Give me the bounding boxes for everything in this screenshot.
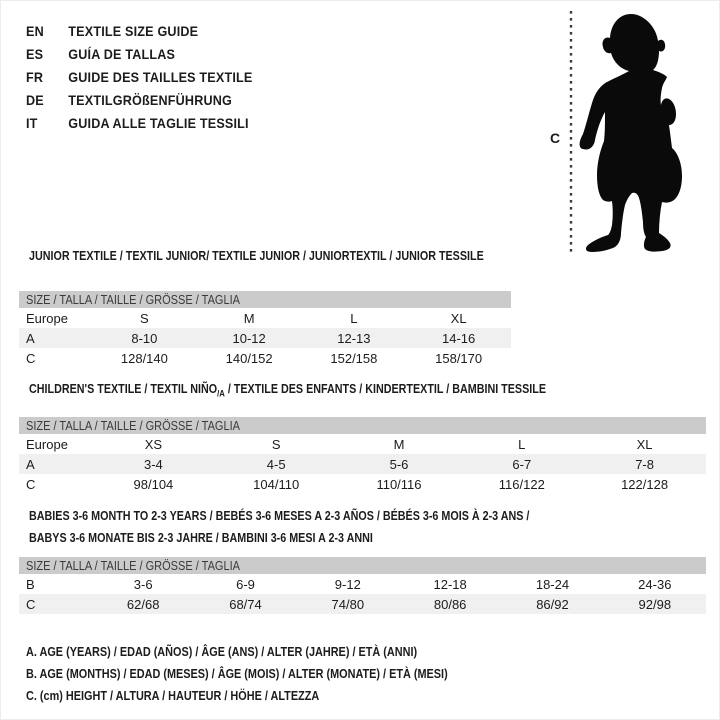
legend-item-b: B. AGE (MONTHS) / EDAD (MESES) / ÂGE (MOIS) / ALTER (MONATE) / ETÀ (MESI) bbox=[26, 667, 448, 681]
children-title-part1: CHILDREN'S TEXTILE / TEXTIL NIÑO bbox=[29, 382, 218, 396]
size-cell: 110/116 bbox=[376, 476, 422, 492]
size-cell: M bbox=[393, 436, 405, 452]
children-size-table bbox=[19, 417, 706, 494]
language-row-de bbox=[26, 88, 314, 111]
table-row bbox=[19, 594, 706, 614]
legend-item-a: A. AGE (YEARS) / EDAD (AÑOS) / ÂGE (ANS) / ALTER (JAHRE) / ETÀ (ANNI) bbox=[26, 645, 418, 659]
size-cell: XL bbox=[636, 436, 653, 452]
babies-size-table bbox=[19, 557, 706, 614]
language-label: GUIDA ALLE TAGLIE TESSILI bbox=[68, 114, 249, 131]
size-cell: 7-8 bbox=[635, 456, 654, 472]
size-cell: 18-24 bbox=[535, 576, 570, 592]
junior-size-header-text: SIZE / TALLA / TAILLE / GRÖSSE / TAGLIA bbox=[26, 292, 240, 307]
row-label: Europe bbox=[26, 436, 68, 452]
size-cell: 122/128 bbox=[621, 476, 669, 492]
size-cell: 24-36 bbox=[638, 576, 672, 592]
table-row bbox=[19, 348, 511, 368]
children-table-title bbox=[29, 382, 546, 399]
children-title-part2: / TEXTILE DES ENFANTS / KINDERTEXTIL / BAMBINI TESSILE bbox=[224, 382, 546, 396]
size-cell: 68/74 bbox=[229, 596, 262, 612]
language-code: FR bbox=[26, 68, 44, 85]
size-cell: 6-9 bbox=[236, 576, 255, 592]
language-row-fr bbox=[26, 65, 314, 88]
language-label: TEXTILE SIZE GUIDE bbox=[68, 22, 199, 39]
size-cell: 92/98 bbox=[638, 596, 672, 612]
language-code: ES bbox=[26, 45, 44, 62]
size-cell: 6-7 bbox=[512, 456, 532, 472]
size-cell: M bbox=[243, 310, 255, 326]
language-row-en bbox=[26, 19, 314, 42]
size-cell: 74/80 bbox=[331, 596, 365, 612]
size-cell: 5-6 bbox=[389, 456, 409, 472]
row-label: B bbox=[26, 576, 35, 592]
size-cell: 3-6 bbox=[133, 576, 153, 592]
row-label: Europe bbox=[26, 310, 68, 326]
language-label: GUÍA DE TALLAS bbox=[68, 45, 176, 62]
row-label: C bbox=[26, 596, 36, 612]
height-marker-label: C bbox=[550, 130, 561, 146]
size-cell: 80/86 bbox=[433, 596, 467, 612]
babies-size-header-text: SIZE / TALLA / TAILLE / GRÖSSE / TAGLIA bbox=[26, 558, 240, 573]
size-cell: 104/110 bbox=[253, 476, 300, 492]
size-cell: 14-16 bbox=[442, 330, 476, 346]
size-cell: 98/104 bbox=[133, 476, 174, 492]
size-cell: 3-4 bbox=[144, 456, 163, 472]
size-cell: XS bbox=[144, 436, 163, 452]
size-cell: 9-12 bbox=[334, 576, 361, 592]
language-list bbox=[26, 19, 346, 134]
size-cell: 152/158 bbox=[330, 350, 378, 366]
table-row bbox=[19, 434, 706, 454]
junior-size-table bbox=[19, 291, 511, 368]
children-title-sub: /A bbox=[217, 388, 225, 399]
size-cell: 8-10 bbox=[131, 330, 158, 346]
size-cell: L bbox=[350, 310, 358, 326]
table-row bbox=[19, 574, 706, 594]
table-row bbox=[19, 454, 706, 474]
size-cell: XL bbox=[450, 310, 467, 326]
junior-size-header-bar bbox=[19, 291, 511, 308]
language-row-it bbox=[26, 111, 314, 134]
size-cell: 62/68 bbox=[126, 596, 160, 612]
size-cell: 10-12 bbox=[232, 330, 266, 346]
legend bbox=[26, 641, 511, 707]
babies-size-header-bar bbox=[19, 557, 706, 574]
language-row-es bbox=[26, 42, 314, 65]
row-label: A bbox=[26, 330, 35, 346]
children-size-header-text: SIZE / TALLA / TAILLE / GRÖSSE / TAGLIA bbox=[26, 418, 240, 433]
table-row bbox=[19, 328, 511, 348]
row-label: C bbox=[26, 476, 36, 492]
babies-table-title-line1: BABIES 3-6 MONTH TO 2-3 YEARS / BEBÉS 3-6 MESES A 2-3 AÑOS / BÉBÉS 3-6 MOIS À 2-3 ANS / bbox=[29, 509, 530, 523]
language-label: GUIDE DES TAILLES TEXTILE bbox=[68, 68, 253, 85]
size-cell: 12-18 bbox=[433, 576, 467, 592]
junior-table-title: JUNIOR TEXTILE / TEXTIL JUNIOR/ TEXTILE JUNIOR / JUNIORTEXTIL / JUNIOR TESSILE bbox=[29, 249, 484, 263]
row-label: C bbox=[26, 350, 36, 366]
babies-table-title-line2: BABYS 3-6 MONATE BIS 2-3 JAHRE / BAMBINI 3-6 MESI A 2-3 ANNI bbox=[29, 531, 373, 545]
size-cell: L bbox=[518, 436, 526, 452]
row-label: A bbox=[26, 456, 35, 472]
language-label: TEXTILGRÖßENFÜHRUNG bbox=[68, 91, 233, 108]
size-cell: 116/122 bbox=[498, 476, 545, 492]
legend-item-c: C. (cm) HEIGHT / ALTURA / HAUTEUR / HÖHE / ALTEZZA bbox=[26, 689, 320, 703]
language-code: EN bbox=[26, 22, 44, 39]
toddler-silhouette bbox=[580, 14, 682, 252]
size-cell: S bbox=[271, 436, 281, 452]
size-cell: 12-13 bbox=[337, 330, 371, 346]
table-row bbox=[19, 474, 706, 494]
size-cell: 128/140 bbox=[120, 350, 168, 366]
language-code: DE bbox=[26, 91, 44, 108]
size-cell: 86/92 bbox=[536, 596, 569, 612]
table-row bbox=[19, 308, 511, 328]
size-cell: S bbox=[140, 310, 149, 326]
size-cell: 140/152 bbox=[225, 350, 273, 366]
size-cell: 4-5 bbox=[266, 456, 286, 472]
language-code: IT bbox=[26, 114, 38, 131]
size-cell: 158/170 bbox=[435, 350, 483, 366]
children-size-header-bar bbox=[19, 417, 706, 434]
